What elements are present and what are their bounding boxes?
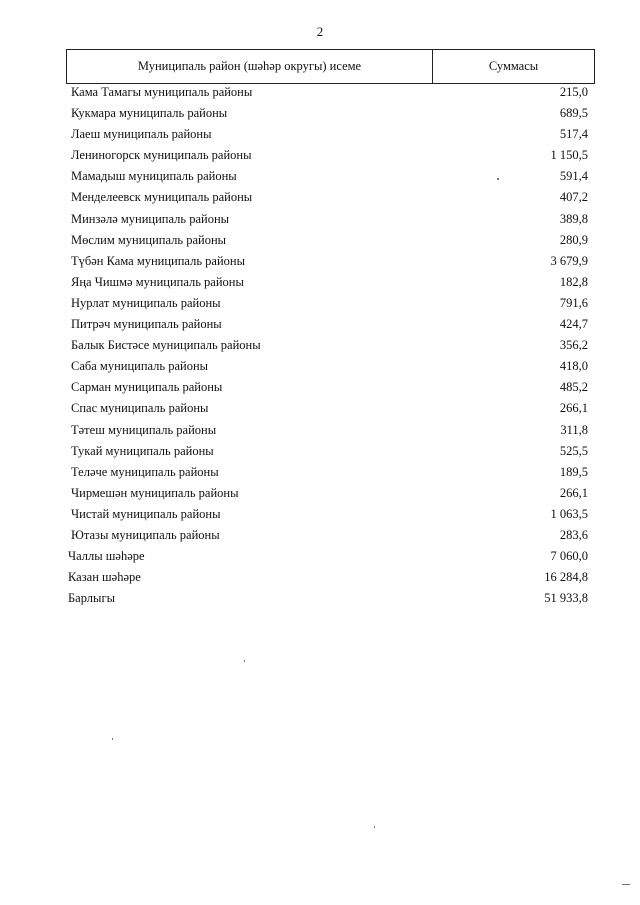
row-name: Чирмешән муниципаль районы bbox=[71, 485, 239, 500]
page-number: 2 bbox=[316, 24, 324, 39]
table-row bbox=[66, 356, 588, 377]
row-name: Яңа Чишмә муниципаль районы bbox=[71, 274, 244, 289]
row-value: 283,6 bbox=[559, 527, 588, 542]
table-body bbox=[66, 82, 588, 609]
table-row bbox=[66, 272, 588, 293]
row-name: Кукмара муниципаль районы bbox=[71, 106, 228, 121]
total-row bbox=[66, 588, 588, 609]
scan-speck bbox=[374, 826, 375, 828]
table-header bbox=[66, 49, 595, 84]
table-row bbox=[66, 420, 588, 441]
row-value: 1 150,5 bbox=[550, 148, 588, 163]
table-row bbox=[66, 103, 588, 124]
table-row bbox=[66, 335, 588, 356]
row-name: Менделеевск муниципаль районы bbox=[71, 190, 253, 205]
row-value: 280,9 bbox=[559, 232, 588, 247]
row-name: Чаллы шәһәре bbox=[68, 549, 145, 564]
row-value: 1 063,5 bbox=[550, 506, 588, 521]
table-row bbox=[66, 567, 588, 588]
row-value: 407,2 bbox=[559, 190, 588, 205]
row-name: Тукай муниципаль районы bbox=[71, 443, 214, 458]
row-value: 182,8 bbox=[559, 274, 588, 289]
row-value: 189,5 bbox=[559, 464, 588, 479]
scan-speck bbox=[622, 884, 630, 885]
row-name: Теләче муниципаль районы bbox=[71, 464, 219, 479]
column-header-name: Муниципаль район (шәһәр округы) исеме bbox=[67, 50, 433, 83]
row-name: Сарман муниципаль районы bbox=[71, 380, 223, 395]
row-name: Нурлат муниципаль районы bbox=[71, 295, 221, 310]
table-row bbox=[66, 230, 588, 251]
row-value: 418,0 bbox=[559, 359, 588, 374]
row-value: 266,1 bbox=[559, 401, 588, 416]
row-value: 485,2 bbox=[559, 380, 588, 395]
row-name: Кама Тамагы муниципаль районы bbox=[71, 85, 253, 99]
table-row bbox=[66, 504, 588, 525]
row-name: Мөслим муниципаль районы bbox=[71, 232, 227, 247]
row-value: 591,4 bbox=[559, 169, 588, 184]
table-row bbox=[66, 377, 588, 398]
row-value: 689,5 bbox=[559, 106, 588, 121]
row-value: 791,6 bbox=[559, 295, 588, 310]
row-name: Балык Бистәсе муниципаль районы bbox=[71, 338, 261, 353]
table-row bbox=[66, 314, 588, 335]
total-label: Барлыгы bbox=[68, 591, 115, 606]
row-name: Лаеш муниципаль районы bbox=[71, 127, 212, 142]
table-row bbox=[66, 398, 588, 419]
table-row bbox=[66, 166, 588, 187]
total-value: 51 933,8 bbox=[544, 591, 588, 606]
row-name: Спас муниципаль районы bbox=[71, 401, 209, 416]
row-value: 266,1 bbox=[559, 485, 588, 500]
row-name: Чистай муниципаль районы bbox=[71, 506, 221, 521]
table-row bbox=[66, 546, 588, 567]
table-row bbox=[66, 187, 588, 208]
row-name: Тәтеш муниципаль районы bbox=[71, 422, 217, 437]
table-row bbox=[66, 441, 588, 462]
row-name: Питрәч муниципаль районы bbox=[71, 317, 222, 332]
table-row bbox=[66, 525, 588, 546]
row-name: Саба муниципаль районы bbox=[71, 359, 209, 374]
table-row bbox=[66, 293, 588, 314]
row-value: 7 060,0 bbox=[550, 549, 588, 564]
row-value: 215,0 bbox=[559, 85, 588, 99]
row-value: 424,7 bbox=[559, 317, 588, 332]
table-row bbox=[66, 251, 588, 272]
table-row bbox=[66, 462, 588, 483]
row-name: Түбән Кама муниципаль районы bbox=[71, 253, 245, 268]
table-row bbox=[66, 209, 588, 230]
table-row bbox=[66, 145, 588, 166]
row-name: Минзәлә муниципаль районы bbox=[71, 211, 230, 226]
row-value: 517,4 bbox=[559, 127, 588, 142]
scan-speck bbox=[244, 660, 245, 662]
column-header-sum: Суммасы bbox=[488, 59, 539, 73]
row-value: 3 679,9 bbox=[550, 253, 588, 268]
table-row bbox=[66, 483, 588, 504]
table-row bbox=[66, 82, 588, 103]
row-name: Лениногорск муниципаль районы bbox=[71, 148, 252, 163]
table-row bbox=[66, 124, 588, 145]
row-name: Ютазы муниципаль районы bbox=[71, 527, 220, 542]
row-value: 311,8 bbox=[560, 422, 588, 437]
row-value: 16 284,8 bbox=[544, 570, 588, 585]
row-value: 525,5 bbox=[559, 443, 588, 458]
row-name: Мамадыш муниципаль районы bbox=[71, 169, 237, 184]
row-name: Казан шәһәре bbox=[68, 570, 141, 585]
scan-speck bbox=[112, 738, 113, 740]
row-value: 389,8 bbox=[559, 211, 588, 226]
row-value: 356,2 bbox=[559, 338, 588, 353]
scan-speck bbox=[497, 178, 499, 180]
